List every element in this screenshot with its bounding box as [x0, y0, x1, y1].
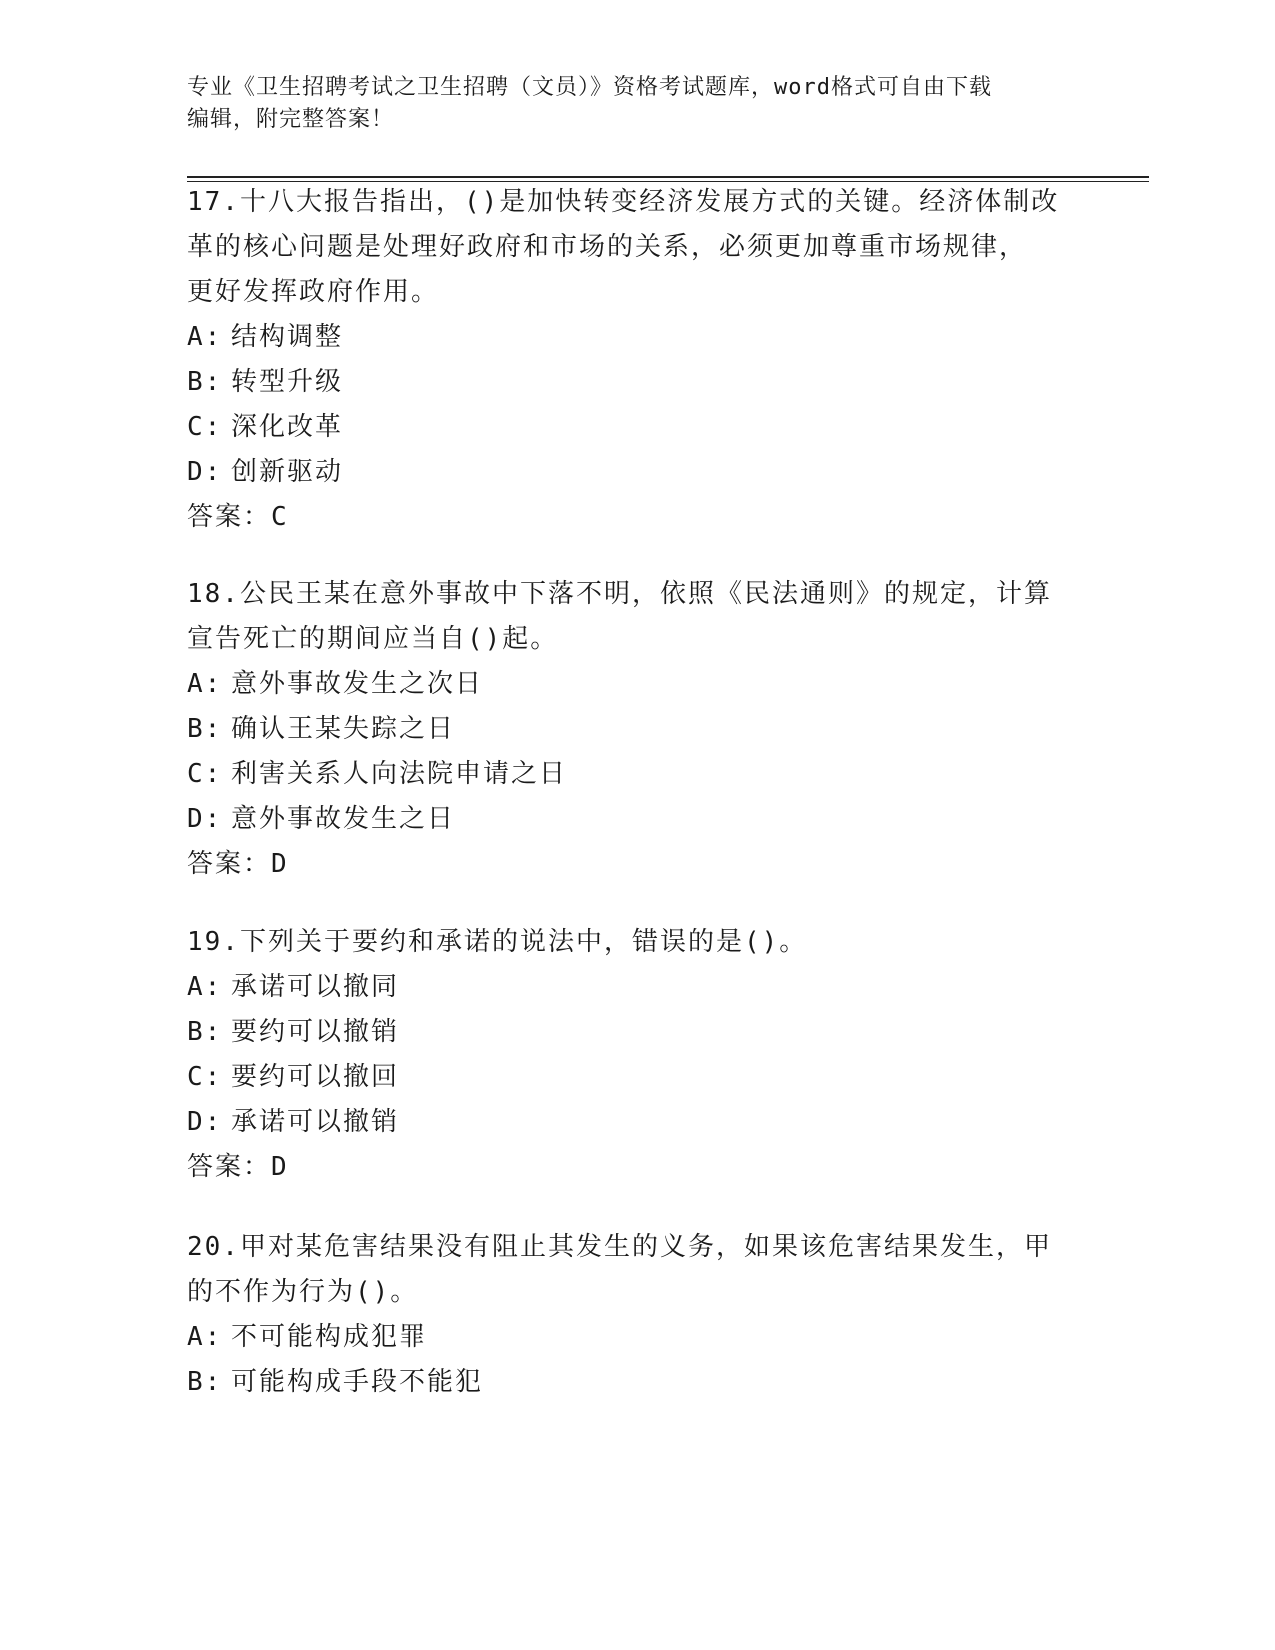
answer-label: 答案： — [187, 502, 272, 532]
answer-value: D — [271, 849, 289, 879]
option-key: B: — [187, 367, 223, 397]
option-text: 要约可以撤销 — [231, 1017, 400, 1047]
question-line: 更好发挥政府作用。 — [187, 277, 440, 307]
option-text: 要约可以撤回 — [231, 1062, 400, 1092]
option-text: 深化改革 — [231, 412, 344, 442]
option-text: 承诺可以撤同 — [231, 972, 400, 1002]
option-text: 意外事故发生之次日 — [231, 669, 484, 699]
question-line: 20.甲对某危害结果没有阻止其发生的义务，如果该危害结果发生，甲 — [187, 1232, 1052, 1262]
header-line-2: 编辑，附完整答案！ — [187, 107, 395, 132]
option-text: 不可能构成犯罪 — [231, 1322, 428, 1352]
answer-line — [187, 495, 1087, 540]
option-key: A: — [187, 322, 223, 352]
option-key: A: — [187, 1322, 223, 1352]
answer-value: C — [271, 502, 289, 532]
option-key: D: — [187, 804, 223, 834]
header-line-1: 专业《卫生招聘考试之卫生招聘（文员）》资格考试题库，word格式可自由下载 — [187, 75, 992, 100]
option-key: B: — [187, 1367, 223, 1397]
option-text: 承诺可以撤销 — [231, 1107, 400, 1137]
question-18 — [187, 572, 1087, 887]
question-line: 革的核心问题是处理好政府和市场的关系，必须更加尊重市场规律， — [187, 232, 1028, 262]
option-d — [187, 797, 1087, 842]
option-b — [187, 360, 1087, 405]
option-key: B: — [187, 1017, 223, 1047]
option-c — [187, 405, 1087, 450]
option-text: 结构调整 — [231, 322, 344, 352]
option-b — [187, 1010, 1087, 1055]
answer-line — [187, 842, 1087, 887]
option-key: A: — [187, 669, 223, 699]
document-header — [187, 72, 1087, 136]
option-b — [187, 707, 1087, 752]
question-line: 宣告死亡的期间应当自()起。 — [187, 624, 559, 654]
question-line: 的不作为行为()。 — [187, 1277, 419, 1307]
option-key: D: — [187, 1107, 223, 1137]
option-d — [187, 1100, 1087, 1145]
option-text: 转型升级 — [231, 367, 344, 397]
question-line: 17.十八大报告指出，()是加快转变经济发展方式的关键。经济体制改 — [187, 187, 1060, 217]
header-divider-thick — [187, 176, 1149, 178]
option-text: 创新驱动 — [231, 457, 344, 487]
question-19 — [187, 920, 1087, 1190]
option-b — [187, 1360, 1087, 1405]
answer-line — [187, 1145, 1087, 1190]
option-d — [187, 450, 1087, 495]
option-c — [187, 752, 1087, 797]
option-key: C: — [187, 759, 223, 789]
option-key: B: — [187, 714, 223, 744]
question-20 — [187, 1225, 1087, 1405]
question-17 — [187, 180, 1087, 540]
option-a — [187, 1315, 1087, 1360]
option-text: 可能构成手段不能犯 — [231, 1367, 484, 1397]
option-text: 意外事故发生之日 — [231, 804, 456, 834]
option-c — [187, 1055, 1087, 1100]
option-key: D: — [187, 457, 223, 487]
option-text: 利害关系人向法院申请之日 — [231, 759, 568, 789]
option-key: C: — [187, 1062, 223, 1092]
question-line: 19.下列关于要约和承诺的说法中，错误的是()。 — [187, 927, 808, 957]
option-a — [187, 965, 1087, 1010]
answer-label: 答案： — [187, 849, 272, 879]
option-a — [187, 662, 1087, 707]
option-key: C: — [187, 412, 223, 442]
option-a — [187, 315, 1087, 360]
answer-value: D — [271, 1152, 289, 1182]
option-key: A: — [187, 972, 223, 1002]
question-line: 18.公民王某在意外事故中下落不明，依照《民法通则》的规定，计算 — [187, 579, 1052, 609]
option-text: 确认王某失踪之日 — [231, 714, 456, 744]
answer-label: 答案： — [187, 1152, 272, 1182]
